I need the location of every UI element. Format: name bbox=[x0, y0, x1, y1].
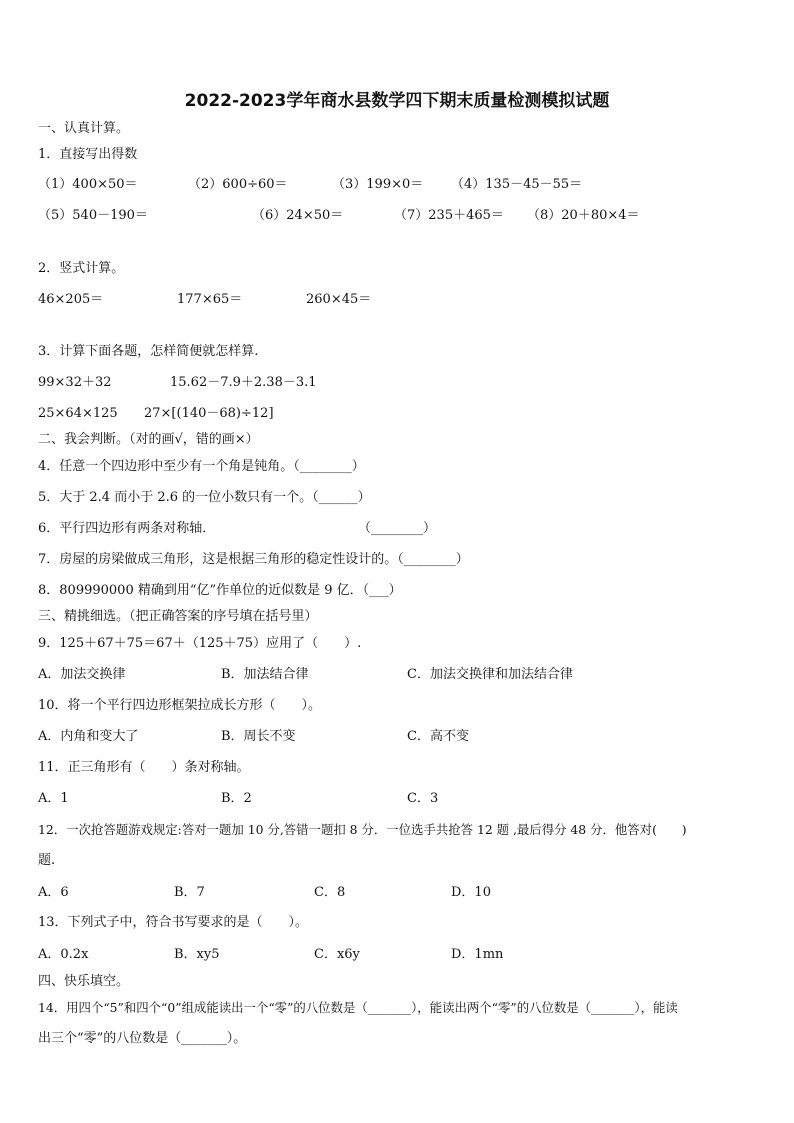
q12-option-a: A．6 bbox=[38, 885, 69, 900]
q10-option-a: A．内角和变大了 bbox=[38, 729, 139, 744]
q13-option-c: C．x6y bbox=[314, 947, 360, 962]
question-6-blank: （________） bbox=[358, 521, 437, 536]
question-14: 14．用四个“5”和四个“0”组成能读出一个“零”的八位数是（_______），能读出两个“零”的八位数是（_______），能读 bbox=[38, 1000, 678, 1015]
section-2-heading: 二、我会判断。（对的画√，错的画×） bbox=[38, 432, 259, 447]
q2-item-1: 46×205＝ bbox=[38, 292, 104, 307]
question-7: 7．房屋的房梁做成三角形，这是根据三角形的稳定性设计的。（________） bbox=[38, 552, 469, 567]
question-2: 2．竖式计算。 bbox=[38, 261, 125, 276]
q9-option-c: C．加法交换律和加法结合律 bbox=[407, 667, 573, 682]
q11-option-a: A．1 bbox=[38, 791, 69, 806]
q11-option-b: B．2 bbox=[221, 791, 252, 806]
q1-item-2: （2）600÷60＝ bbox=[188, 177, 288, 192]
q12-option-d: D．10 bbox=[451, 885, 491, 900]
question-8: 8．809990000 精确到用“亿”作单位的近似数是 9 亿．（___） bbox=[38, 583, 402, 598]
question-11: 11．正三角形有（ ）条对称轴。 bbox=[38, 760, 250, 775]
q11-option-c: C．3 bbox=[407, 791, 439, 806]
q10-option-b: B．周长不变 bbox=[221, 729, 296, 744]
q1-item-6: （6）24×50＝ bbox=[252, 208, 344, 223]
section-4-heading: 四、快乐填空。 bbox=[38, 974, 130, 989]
q10-option-c: C．高不变 bbox=[407, 729, 469, 744]
q1-item-3: （3）199×0＝ bbox=[332, 177, 424, 192]
question-1: 1．直接写出得数 bbox=[38, 147, 138, 162]
q3-item-2: 15.62－7.9＋2.38－3.1 bbox=[170, 375, 317, 390]
question-9: 9．125＋67＋75＝67＋（125＋75）应用了（ ）. bbox=[38, 636, 362, 651]
q1-item-8: （8）20＋80×4＝ bbox=[527, 208, 640, 223]
q3-item-4: 27×[(140－68)÷12] bbox=[144, 406, 274, 421]
q2-item-2: 177×65＝ bbox=[177, 292, 243, 307]
section-1-heading: 一、认真计算。 bbox=[38, 121, 130, 136]
page-title: 2022-2023学年商水县数学四下期末质量检测模拟试题 bbox=[184, 91, 610, 111]
q3-item-3: 25×64×125 bbox=[38, 406, 118, 421]
question-5: 5．大于 2.4 而小于 2.6 的一位小数只有一个。（______） bbox=[38, 490, 371, 505]
q9-option-b: B．加法结合律 bbox=[221, 667, 309, 682]
question-12-cont: 题. bbox=[38, 853, 56, 868]
q13-option-a: A．0.2x bbox=[38, 947, 89, 962]
question-13: 13．下列式子中，符合书写要求的是（ ）。 bbox=[38, 915, 309, 930]
question-6: 6．平行四边形有两条对称轴． bbox=[38, 521, 216, 536]
q12-option-b: B．7 bbox=[174, 885, 205, 900]
question-12: 12．一次抢答题游戏规定:答对一题加 10 分,答错一题扣 8 分．一位选手共抢答 12 题 ,最后得分 48 分．他答对( ) bbox=[38, 822, 687, 837]
q13-option-b: B．xy5 bbox=[174, 947, 220, 962]
q1-item-4: （4）135－45－55＝ bbox=[451, 177, 583, 192]
question-14-cont: 出三个“零”的八位数是（_______）。 bbox=[38, 1031, 247, 1046]
q1-item-7: （7）235＋465＝ bbox=[394, 208, 504, 223]
section-3-heading: 三、精挑细选。（把正确答案的序号填在括号里） bbox=[38, 609, 318, 624]
q1-item-5: （5）540－190＝ bbox=[38, 208, 148, 223]
question-10: 10．将一个平行四边形框架拉成长方形（ ）。 bbox=[38, 698, 322, 713]
q2-item-3: 260×45＝ bbox=[306, 292, 372, 307]
question-4: 4．任意一个四边形中至少有一个角是钝角。（________） bbox=[38, 459, 365, 474]
q3-item-1: 99×32＋32 bbox=[38, 375, 112, 390]
q12-option-c: C．8 bbox=[314, 885, 346, 900]
q13-option-d: D．1mn bbox=[451, 947, 504, 962]
question-3: 3．计算下面各题，怎样简便就怎样算. bbox=[38, 344, 259, 359]
q1-item-1: （1）400×50＝ bbox=[38, 177, 138, 192]
q9-option-a: A．加法交换律 bbox=[38, 667, 126, 682]
